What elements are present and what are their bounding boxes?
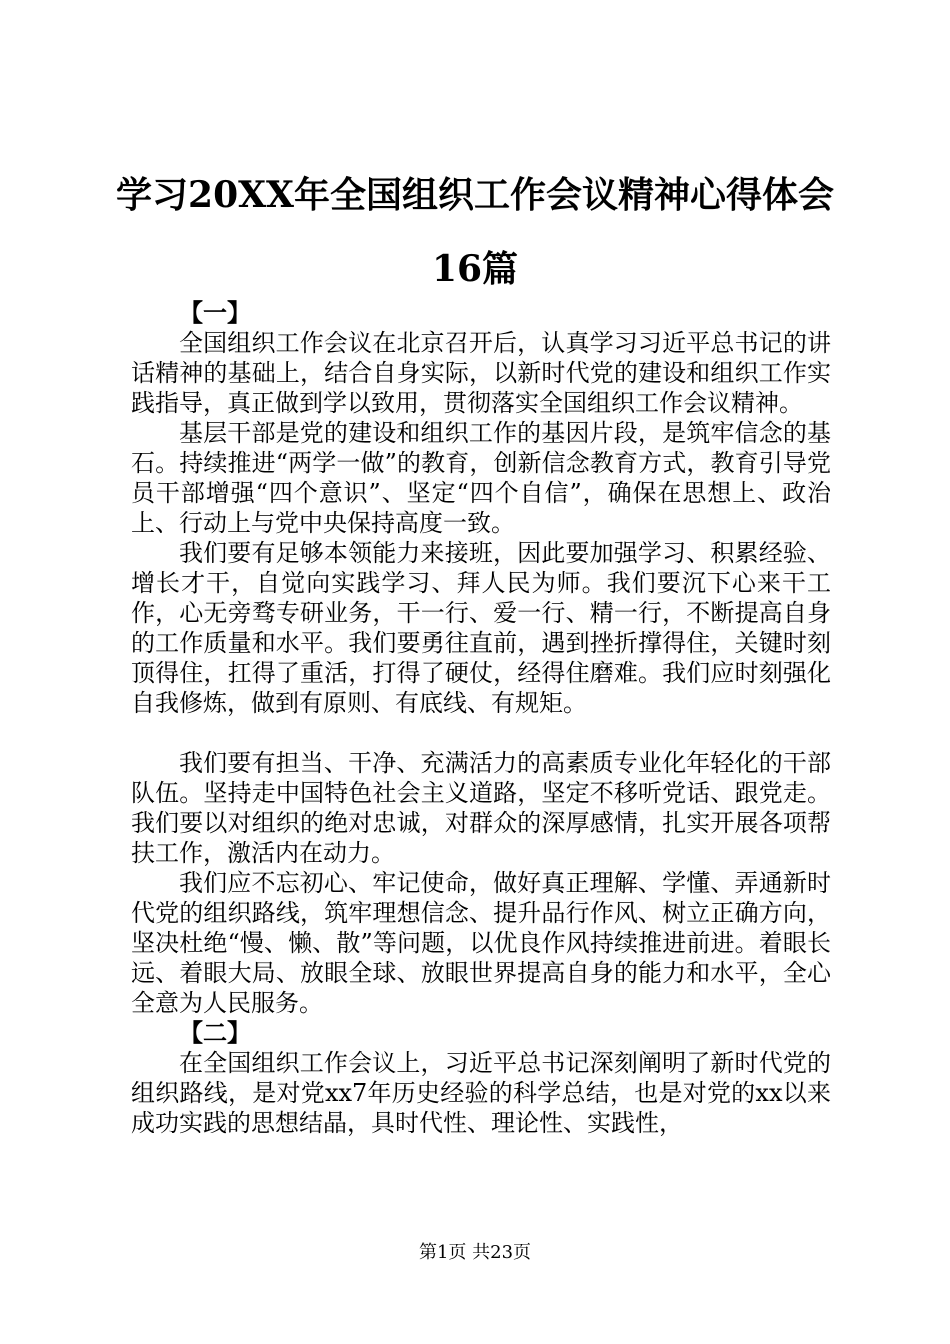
title-line-2: 16篇 <box>431 248 519 290</box>
section-heading-2: 【二】 <box>179 1018 251 1047</box>
document-title <box>100 158 850 306</box>
paragraph: 全国组织工作会议在北京召开后，认真学习习近平总书记的讲话精神的基础上，结合自身实际，以新时代党的建设和组织工作实践指导，真正做到学以致用，贯彻落实全国组织工作会议精神。 <box>131 329 831 417</box>
paragraph: 在全国组织工作会议上，习近平总书记深刻阐明了新时代党的组织路线，是对党xx7年历史经验的科学总结，也是对党的xx以来成功实践的思想结晶，具时代性、理论性、实践性， <box>131 1049 831 1137</box>
title-line-1: 学习20XX年全国组织工作会议精神心得体会 <box>116 174 834 216</box>
paragraph: 我们应不忘初心、牢记使命，做好真正理解、学懂、弄通新时代党的组织路线，筑牢理想信念、提升品行作风、树立正确方向，坚决杜绝“慢、懒、散”等问题，以优良作风持续推进前进。着眼长远、着眼大局、放眼全球、放眼世界提高自身的能力和水平，全心全意为人民服务。 <box>131 869 831 1017</box>
paragraph: 我们要有足够本领能力来接班，因此要加强学习、积累经验、增长才干，自觉向实践学习、拜人民为师。我们要沉下心来干工作，心无旁骛专研业务，干一行、爱一行、精一行，不断提高自身的工作质量和水平。我们要勇往直前，遇到挫折撑得住，关键时刻顶得住，扛得了重活，打得了硬仗，经得住磨难。我们应时刻强化自我修炼，做到有原则、有底线、有规矩。 <box>131 539 831 717</box>
paragraph: 基层干部是党的建设和组织工作的基因片段，是筑牢信念的基石。持续推进“两学一做”的教育，创新信念教育方式，教育引导党员干部增强“四个意识”、坚定“四个自信”，确保在思想上、政治上、行动上与党中央保持高度一致。 <box>131 419 831 537</box>
page-footer: 第1页 共23页 <box>418 1242 532 1263</box>
section-heading-1: 【一】 <box>179 298 251 327</box>
document-body <box>131 298 831 1138</box>
paragraph: 我们要有担当、干净、充满活力的高素质专业化年轻化的干部队伍。坚持走中国特色社会主义道路，坚定不移听党话、跟党走。我们要以对组织的绝对忠诚，对群众的深厚感情，扎实开展各项帮扶工作，激活内在动力。 <box>131 749 831 867</box>
